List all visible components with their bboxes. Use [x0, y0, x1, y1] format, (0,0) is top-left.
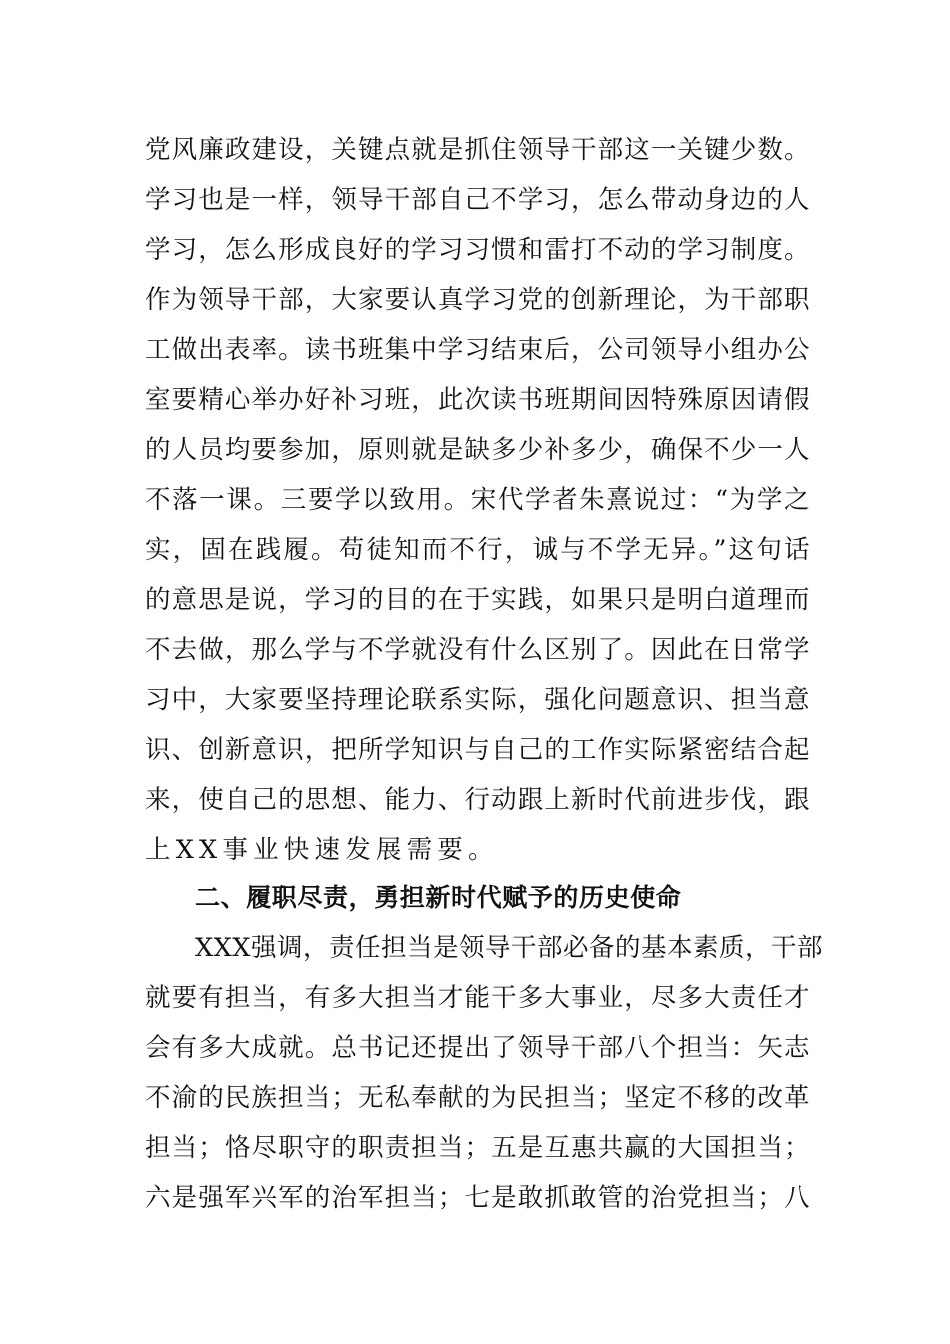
text-line: 党风廉政建设，关键点就是抓住领导干部这一关键少数。: [145, 135, 810, 165]
text-line: XXX强调，责任担当是领导干部必备的基本素质，干部: [195, 933, 823, 963]
text-line: 不去做，那么学与不学就没有什么区别了。因此在日常学: [145, 635, 810, 665]
text-line: 室要精心举办好补习班，此次读书班期间因特殊原因请假: [145, 385, 810, 415]
text-line: 习中，大家要坚持理论联系实际，强化问题意识、担当意: [145, 685, 810, 715]
text-line: 的人员均要参加，原则就是缺多少补多少，确保不少一人: [145, 435, 810, 465]
text-line: 工做出表率。读书班集中学习结束后，公司领导小组办公: [145, 335, 810, 365]
text-line: 担当；恪尽职守的职责担当；五是互惠共赢的大国担当；: [145, 1133, 810, 1163]
text-line: 上XX事业快速发展需要。: [145, 835, 499, 865]
text-line: 来，使自己的思想、能力、行动跟上新时代前进步伐，跟: [145, 785, 810, 815]
text-line: 就要有担当，有多大担当才能干多大事业，尽多大责任才: [145, 983, 810, 1013]
text-line: 六是强军兴军的治军担当；七是敢抓敢管的治党担当；八: [145, 1183, 810, 1213]
text-line: 不落一课。三要学以致用。宋代学者朱熹说过：“为学之: [145, 485, 810, 515]
text-line: 作为领导干部，大家要认真学习党的创新理论，为干部职: [145, 285, 810, 315]
text-line: 学习，怎么形成良好的学习习惯和雷打不动的学习制度。: [145, 235, 810, 265]
text-line: 不渝的民族担当；无私奉献的为民担当；坚定不移的改革: [145, 1083, 810, 1113]
section-heading: 二、履职尽责，勇担新时代赋予的历史使命: [195, 883, 682, 912]
text-line: 会有多大成就。总书记还提出了领导干部八个担当：矢志: [145, 1033, 810, 1063]
text-line: 学习也是一样，领导干部自己不学习，怎么带动身边的人: [145, 185, 810, 215]
text-line: 识、创新意识，把所学知识与自己的工作实际紧密结合起: [145, 735, 810, 765]
text-line: 的意思是说，学习的目的在于实践，如果只是明白道理而: [145, 585, 810, 615]
text-line: 实，固在践履。苟徒知而不行，诚与不学无异。”这句话: [145, 535, 810, 565]
